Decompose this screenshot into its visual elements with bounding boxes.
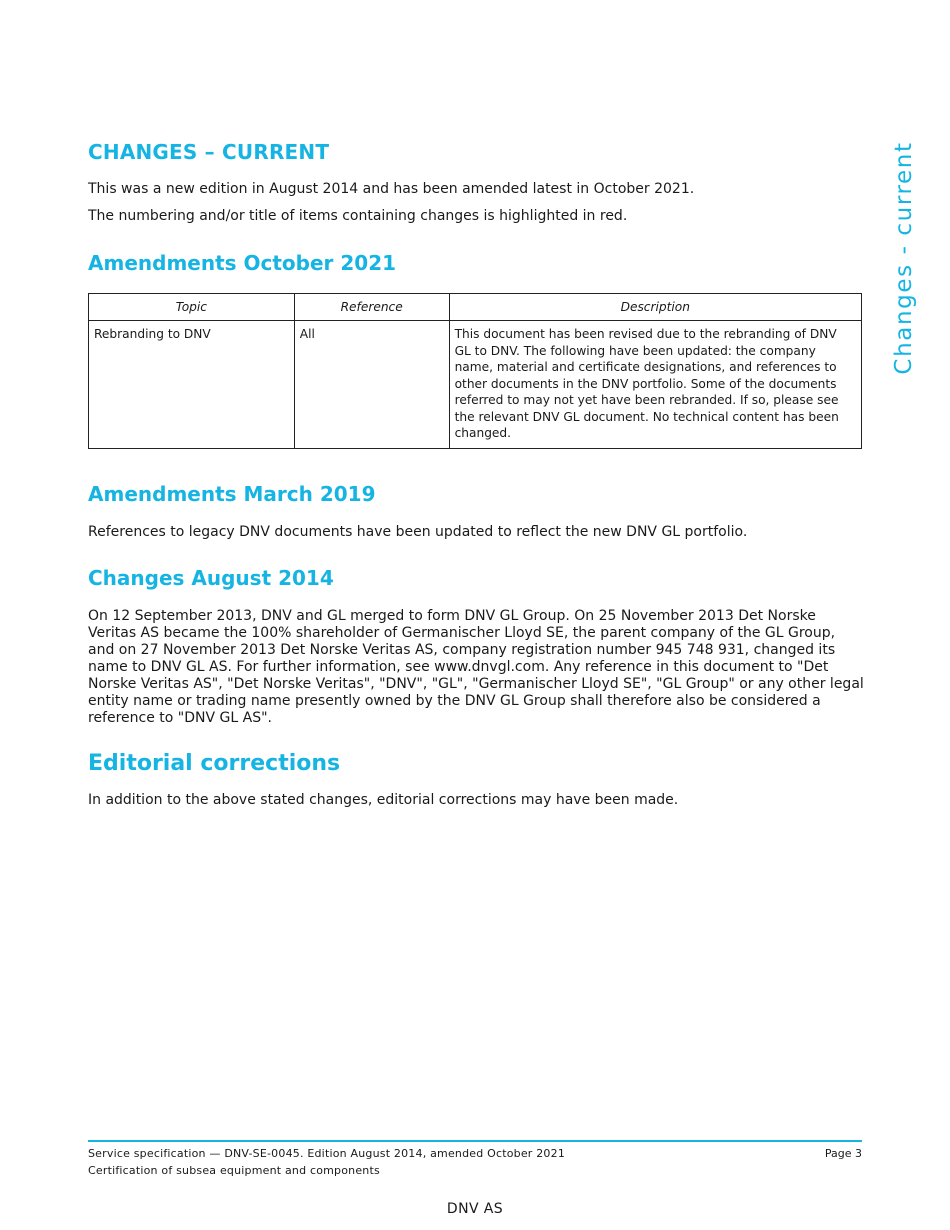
intro-paragraph-2: The numbering and/or title of items containing changes is highlighted in red.	[88, 208, 628, 224]
amendments-2019-text: References to legacy DNV documents have been updated to reflect the new DNV GL portfolio.	[88, 524, 748, 540]
changes-2014-heading: Changes August 2014	[88, 566, 334, 590]
page-title: CHANGES – CURRENT	[88, 140, 330, 164]
side-tab	[882, 140, 926, 375]
intro-paragraph-1: This was a new edition in August 2014 and has been amended latest in October 2021.	[88, 181, 695, 197]
cell-description: This document has been revised due to the rebranding of DNV GL to DNV. The following have been updated: the company name, material and certificate designations, and references to other documents in the DNV portfolio. Some of the documents referred to may not yet have been rebranded. If so, please see the relevant DNV GL document. No technical content has been changed.	[449, 321, 861, 449]
footer-divider	[88, 1140, 862, 1142]
amendments-table	[88, 293, 862, 449]
footer-owner: DNV AS	[446, 1201, 504, 1217]
footer-page-number: Page 3	[824, 1147, 862, 1160]
table-row	[89, 321, 862, 449]
cell-reference: All	[294, 321, 449, 449]
side-tab-label: Changes - current	[891, 140, 917, 375]
cell-topic: Rebranding to DNV	[89, 321, 295, 449]
footer-subtitle: Certification of subsea equipment and components	[88, 1164, 380, 1177]
column-header-description: Description	[449, 294, 861, 321]
amendments-2019-heading: Amendments March 2019	[88, 482, 376, 506]
column-header-topic: Topic	[89, 294, 295, 321]
footer-document-title: Service specification — DNV-SE-0045. Edition August 2014, amended October 2021	[88, 1147, 566, 1160]
column-header-reference: Reference	[294, 294, 449, 321]
changes-2014-text: On 12 September 2013, DNV and GL merged to form DNV GL Group. On 25 November 2013 Det Norske Veritas AS became the 100% shareholder of Germanischer Lloyd SE, the parent company of the GL Group, and on 27 November 2013 Det Norske Veritas AS, company registration number 945 748 931, changed its name to DNV GL AS. For further information, see www.dnvgl.com. Any reference in this document to "Det Norske Veritas AS", "Det Norske Veritas", "DNV", "GL", "Germanischer Lloyd SE", "GL Group" or any other legal entity name or trading name presently owned by the DNV GL Group shall therefore also be considered a reference to "DNV GL AS".	[88, 608, 864, 726]
table-header-row	[89, 294, 862, 321]
editorial-text: In addition to the above stated changes, editorial corrections may have been made.	[88, 792, 679, 808]
amendments-2021-heading: Amendments October 2021	[88, 251, 397, 275]
editorial-heading: Editorial corrections	[88, 751, 341, 776]
